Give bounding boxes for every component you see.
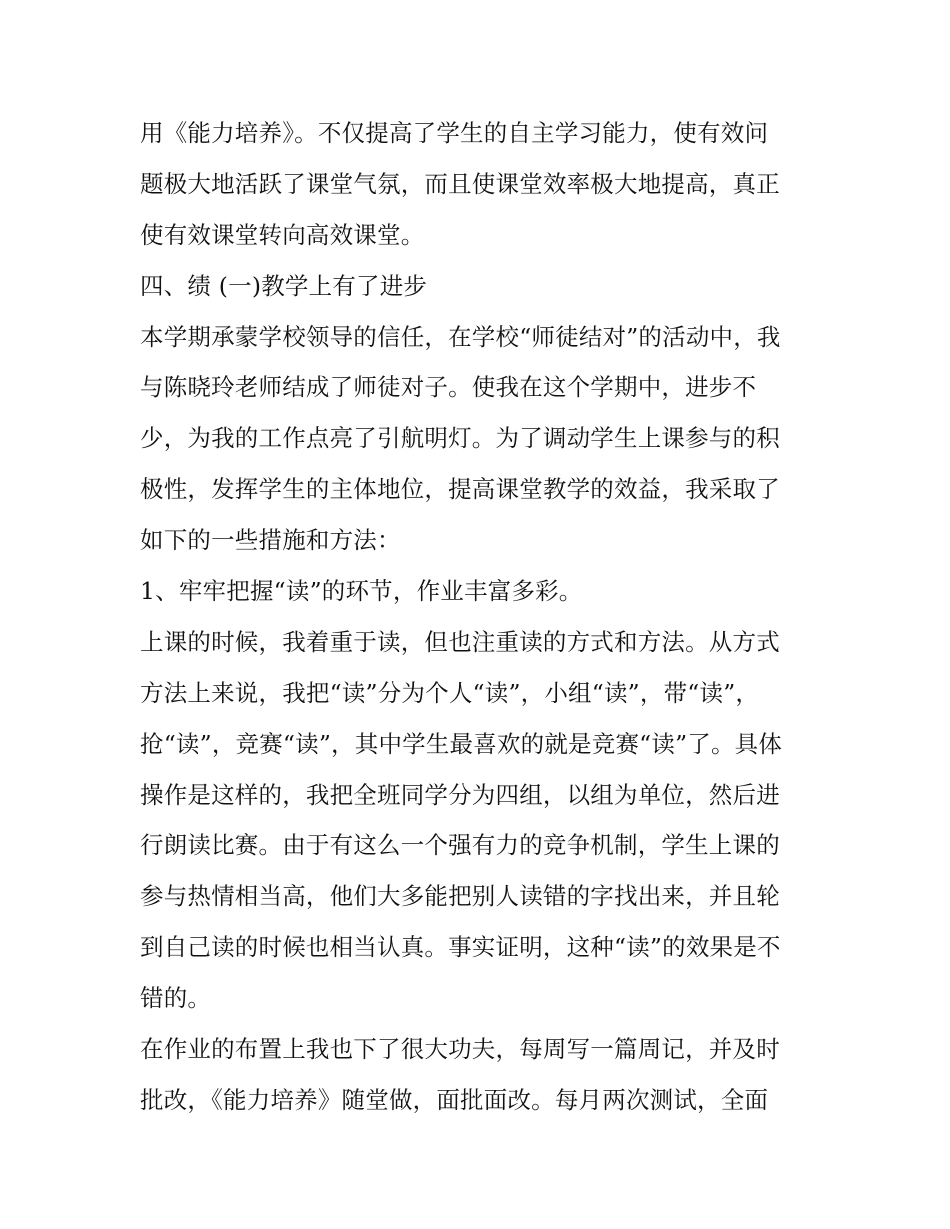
subsection-heading: 1、牢牢把握“读”的环节，作业丰富多彩。: [140, 577, 583, 606]
text-line: 行朗读比赛。由于有这么一个强有力的竞争机制，学生上课的: [140, 831, 780, 860]
text-line: 批改，《能力培养》随堂做，面批面改。每月两次测试，全面: [140, 1085, 769, 1114]
text-line: 方法上来说，我把“读”分为个人“读”，小组“读”，带“读”，: [140, 678, 760, 707]
text-line: 与陈晓玲老师结成了师徒对子。使我在这个学期中，进步不: [140, 373, 757, 402]
text-line: 参与热情相当高，他们大多能把别人读错的字找出来，并且轮: [140, 882, 780, 911]
text-line: 错的。: [140, 984, 212, 1013]
section-heading: 四、绩 (一)教学上有了进步: [140, 271, 428, 300]
text-line: 题极大地活跃了课堂气氛，而且使课堂效率极大地提高，真正: [140, 169, 780, 198]
text-line: 用《能力培养》。不仅提高了学生的自主学习能力，使有效问: [140, 119, 769, 147]
text-line: 操作是这样的，我把全班同学分为四组，以组为单位，然后进: [140, 780, 780, 809]
text-line: 使有效课堂转向高效课堂。: [140, 220, 425, 249]
text-line: 抢“读”，竞赛“读”，其中学生最喜欢的就是竞赛“读”了。具体: [140, 729, 783, 758]
document-body: [140, 108, 830, 1126]
text-line: 到自己读的时候也相当认真。事实证明，这种“读”的效果是不: [140, 933, 781, 962]
text-line: 本学期承蒙学校领导的信任，在学校“师徒结对”的活动中，我: [140, 322, 781, 351]
text-line: 在作业的布置上我也下了很大功夫，每周写一篇周记，并及时: [140, 1035, 780, 1064]
text-line: 如下的一些措施和方法：: [140, 526, 401, 555]
text-line: 少，为我的工作点亮了引航明灯。为了调动学生上课参与的积: [140, 424, 780, 453]
text-line: 上课的时候，我着重于读，但也注重读的方式和方法。从方式: [140, 627, 780, 656]
text-line: 极性，发挥学生的主体地位，提高课堂教学的效益，我采取了: [140, 475, 780, 504]
